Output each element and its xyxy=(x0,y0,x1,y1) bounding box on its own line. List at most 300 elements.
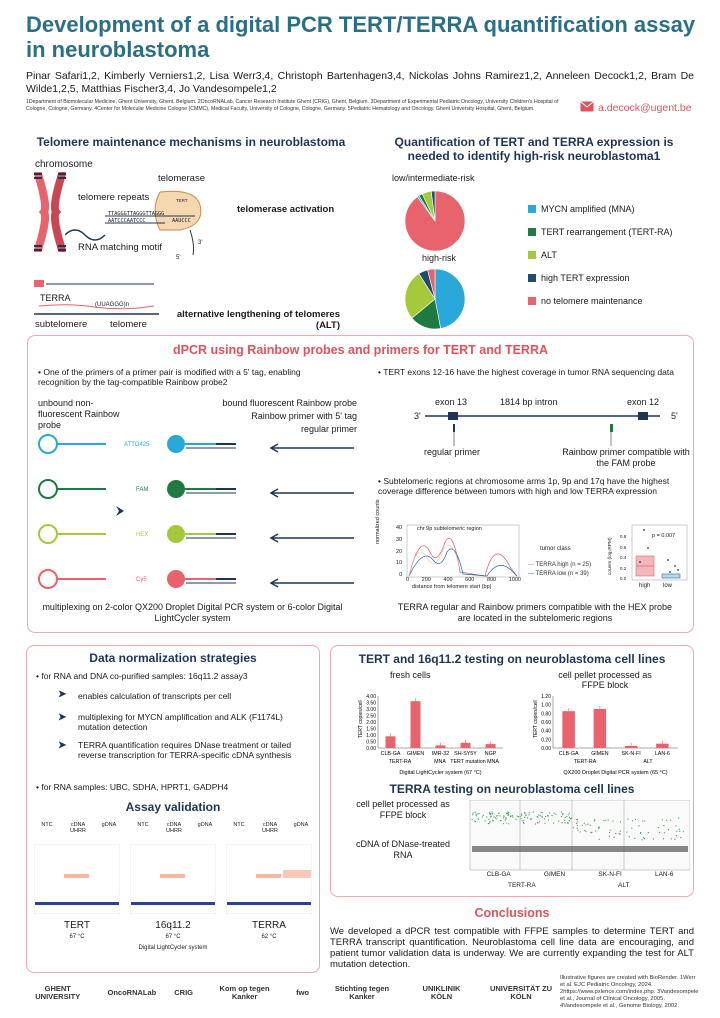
ffpe-label: cell pellet processed as FFPE block xyxy=(558,670,652,690)
droplet xyxy=(577,825,578,826)
droplet xyxy=(506,813,507,814)
rainbow-probe-diagram xyxy=(36,430,361,590)
validation-headers xyxy=(34,822,122,838)
droplet xyxy=(533,811,534,812)
assay-name: TERT xyxy=(64,920,90,931)
droplet xyxy=(508,823,509,824)
droplet xyxy=(477,813,478,814)
bar-group-label: MNA xyxy=(434,759,446,765)
droplet xyxy=(520,818,521,819)
droplet xyxy=(539,821,540,822)
droplet xyxy=(662,819,663,820)
droplet xyxy=(492,813,493,814)
positive-band xyxy=(256,874,281,878)
droplet xyxy=(638,825,639,826)
droplet xyxy=(558,821,559,822)
prime5-exon: 5' xyxy=(671,411,678,421)
validation-well-label: cDNA UHRR xyxy=(70,822,86,834)
droplet xyxy=(493,816,494,817)
validation-well-label: gDNA xyxy=(101,822,117,828)
xtick: 0 xyxy=(406,577,410,583)
exon13-label: exon 13 xyxy=(435,397,468,407)
bar-ytick: 1.20 xyxy=(541,694,551,700)
droplet xyxy=(518,816,519,817)
bar-ytick: 0.50 xyxy=(366,739,376,746)
sponsor-logo: Stichting tegen Kanker xyxy=(334,984,390,1001)
droplet xyxy=(524,817,525,818)
coverage-xticks xyxy=(406,577,521,583)
droplet xyxy=(526,814,527,815)
box-ytick: 0.6 xyxy=(620,544,627,550)
droplet xyxy=(571,818,572,819)
droplet xyxy=(619,833,620,834)
high-risk-label: high-risk xyxy=(422,253,457,263)
cell-line-label: CLB-GA xyxy=(486,871,511,878)
norm-bullet-2: • for RNA samples: UBC, SDHA, HPRT1, GADPH4 xyxy=(36,782,229,792)
droplet xyxy=(527,817,528,818)
chevron-icon: ➤ xyxy=(58,689,67,700)
droplet xyxy=(587,824,588,825)
unbound-label: unbound non-fluorescent Rainbow probe xyxy=(38,398,120,430)
norm-title: Data normalization strategies xyxy=(89,651,257,665)
low-risk-pie xyxy=(395,187,475,255)
droplet xyxy=(627,819,628,820)
droplet xyxy=(510,816,511,817)
droplet xyxy=(679,831,680,832)
droplet xyxy=(489,821,490,822)
droplet xyxy=(626,831,627,832)
bound-probe-icon xyxy=(167,435,185,453)
droplet xyxy=(566,816,567,817)
validation-well-label: NTC xyxy=(137,822,149,828)
terra-group-tert: TERT-RA xyxy=(508,882,536,889)
legend-item xyxy=(528,249,698,261)
bar-xlabel: CLB-GA xyxy=(380,751,401,757)
droplet xyxy=(591,832,592,833)
arrow-icon xyxy=(116,506,124,516)
mail-icon xyxy=(580,101,594,112)
terra-high-text: TERRA high (n = 25) xyxy=(535,562,592,568)
contact-email[interactable]: a.decock@ugent.be xyxy=(598,102,692,114)
fresh-label: fresh cells xyxy=(390,670,431,680)
droplet xyxy=(496,815,497,816)
legend-label: ALT xyxy=(541,250,557,260)
positive-band xyxy=(283,870,311,878)
legend-swatch xyxy=(528,205,536,213)
droplet xyxy=(472,814,473,815)
sponsor-logo: UNIVERSITÄT ZU KÖLN xyxy=(489,984,553,1001)
telomere-label: telomere xyxy=(110,319,147,330)
bar-group-label: MNA xyxy=(487,759,499,765)
droplet xyxy=(530,818,531,819)
droplet xyxy=(499,815,500,816)
bar-ytick: 0.60 xyxy=(541,720,551,726)
rainbow-fam-label: Rainbow primer compatible with the FAM probe xyxy=(562,447,690,468)
droplet xyxy=(670,820,671,821)
bar xyxy=(594,709,607,748)
negative-band xyxy=(227,902,311,905)
droplet xyxy=(512,815,513,816)
bar-xlabel: NGP xyxy=(484,751,497,757)
terra-cell-title: TERRA testing on neuroblastoma cell lines xyxy=(389,782,635,796)
dye-label: HEX xyxy=(136,532,149,538)
chromosome-label: chromosome xyxy=(35,159,93,170)
poster-title: Development of a digital PCR TERT/TERRA quantification assay in neuroblastoma xyxy=(26,12,696,62)
negative-droplet-band xyxy=(472,846,688,852)
norm-sub-2: multiplexing for MYCN amplification and ALK (F1174L) mutation detection xyxy=(78,712,283,732)
box-yticks xyxy=(620,534,626,581)
droplet xyxy=(598,839,599,840)
box-ytick: 0.2 xyxy=(620,565,627,571)
droplet xyxy=(548,819,549,820)
droplet xyxy=(584,823,585,824)
droplet xyxy=(644,838,645,839)
chevron-icon: ➤ xyxy=(58,712,67,723)
droplet xyxy=(658,827,659,828)
legend-item xyxy=(528,226,698,238)
validation-headers xyxy=(130,822,218,838)
droplet xyxy=(573,827,574,828)
dpcr-title: dPCR using Rainbow probes and primers for TERT and TERRA xyxy=(172,343,549,357)
droplet xyxy=(576,819,577,820)
droplet xyxy=(640,833,641,834)
bar xyxy=(656,744,669,748)
fresh-bar-chart xyxy=(340,688,510,780)
norm-bullet-1-text: for RNA and DNA co-purified samples: 16q11.2 assay3 xyxy=(41,671,248,681)
bar-group-label: TERT-RA xyxy=(573,759,597,765)
droplet xyxy=(474,820,475,821)
droplet xyxy=(565,817,566,818)
droplet xyxy=(491,816,492,817)
box-ylabel: counts (log₂RPM) xyxy=(608,537,613,575)
validation-well-label: gDNA xyxy=(197,822,213,828)
prime3-exon: 3' xyxy=(414,411,421,421)
bar-ytick: 2.50 xyxy=(366,713,376,720)
affiliations: 1Department of Biomolecular Medicine, Ghent University, Ghent, Belgium. 2OncoRNALab, Cancer Research Institute Ghent (CRIG), Ghent, Belgium. 3Department of Experimental Pediatric Oncology, University Children's Hospital of Cologne, Cologne, Germany. 4Center for Molecular Medicine Cologne (CMMC), Medical Faculty, University of Cologne, Cologne, Germany. 5Pediatric Hematology and Oncology, Ghent University Hospital, Ghent, Belgium. xyxy=(26,99,559,112)
bar-ytick: 0.00 xyxy=(366,746,376,752)
droplet xyxy=(683,831,684,832)
xtick: 800 xyxy=(486,577,497,583)
droplet xyxy=(541,812,542,813)
assay-name: TERRA xyxy=(252,920,286,931)
droplet xyxy=(542,812,543,813)
droplet xyxy=(613,837,614,838)
logo-bar xyxy=(26,985,556,1001)
terra-cdna-label: cDNA of DNase-treated RNA xyxy=(355,839,451,860)
bar-xlabel: LAN-6 xyxy=(654,751,670,757)
bar xyxy=(436,745,446,748)
droplet xyxy=(497,815,498,816)
terra-line-labels xyxy=(470,871,690,878)
prime5-label: 5' xyxy=(176,255,181,261)
unbound-probe-icon xyxy=(39,435,57,453)
droplet xyxy=(678,818,679,819)
ytick: 0 xyxy=(399,572,403,578)
bound-probe-icon xyxy=(167,525,185,543)
droplet xyxy=(608,819,609,820)
ytick: 20 xyxy=(396,548,403,555)
sponsor-logo: Kom op tegen Kanker xyxy=(219,984,270,1001)
negative-band xyxy=(35,902,119,905)
unbound-probe-icon xyxy=(39,480,57,498)
assay-temp: 62 °C xyxy=(261,934,277,940)
droplet xyxy=(488,823,489,824)
tumor-class-label: tumor class xyxy=(540,546,571,552)
droplet xyxy=(474,812,475,813)
droplet xyxy=(666,820,667,821)
droplet xyxy=(653,838,654,839)
validation-well-label: NTC xyxy=(233,822,245,828)
cell-line-label: SK-N-FI xyxy=(598,871,622,878)
droplet xyxy=(562,813,563,814)
validation-headers xyxy=(226,822,314,838)
droplet xyxy=(595,830,596,831)
regular-primer-label: regular primer xyxy=(300,424,357,434)
coverage-xlabel: distance from telomere start (bp) xyxy=(412,584,492,590)
droplet xyxy=(564,820,565,821)
droplet xyxy=(472,819,473,820)
droplet xyxy=(663,838,664,839)
pie-slice xyxy=(435,269,465,328)
seq-top: TTAGGGTTAGGGTTAGGG xyxy=(108,211,165,217)
bar-ytick: 3.50 xyxy=(366,700,376,707)
droplet xyxy=(531,818,532,819)
box-x-low: low xyxy=(663,583,673,589)
validation-droplet-plot xyxy=(34,844,120,914)
dpcr-bullet-3: • Subtelomeric regions at chromosome arms 1p, 9p and 17q have the highest coverage difference between tumors with high and low TERRA expression xyxy=(378,476,670,496)
droplet xyxy=(521,814,522,815)
dpcr-bullet-1: • One of the primers of a primer pair is modified with a 5' tag, enabling recognition by the tag-compatible Rainbow probe2 xyxy=(38,367,301,387)
droplet xyxy=(484,820,485,821)
negative-band xyxy=(131,902,215,905)
droplet xyxy=(486,816,487,817)
droplet xyxy=(659,832,660,833)
norm-bullet-2-text: for RNA samples: UBC, SDHA, HPRT1, GADPH4 xyxy=(41,782,229,792)
terra-droplet-plot xyxy=(462,800,690,872)
dpcr-bullet-3-text: Subtelomeric regions at chromosome arms 1p, 9p and 17q have the highest coverage difference between tumors with high and low TERRA expression xyxy=(378,476,670,496)
bar-ytick: 0.20 xyxy=(541,737,551,744)
droplet xyxy=(671,838,672,839)
droplet xyxy=(603,820,604,821)
bar-ytick: 4.00 xyxy=(366,694,376,700)
ffpe-bar-chart xyxy=(515,688,695,780)
bar-ytick: 2.00 xyxy=(366,720,376,726)
bound-probe-icon xyxy=(167,570,185,588)
bar-ytick: 1.00 xyxy=(366,733,376,739)
droplet xyxy=(528,814,529,815)
bar xyxy=(625,746,638,748)
droplet xyxy=(643,837,644,838)
bar-group-label: TERT-RA xyxy=(388,759,412,765)
droplet xyxy=(680,837,681,838)
droplet xyxy=(478,818,479,819)
bar-system-label: QX200 Droplet Digital PCR system (65 °C) xyxy=(563,770,668,776)
droplet xyxy=(562,814,563,815)
droplet xyxy=(555,814,556,815)
bar-ylabel: TERT copies/cell xyxy=(358,700,364,738)
droplet xyxy=(561,816,562,817)
droplet xyxy=(521,815,522,816)
droplet xyxy=(529,812,530,813)
droplet xyxy=(545,816,546,817)
references: Illustrative figures are created with BioRender. 1Werr et al. EJC Pediatric Oncology, 2024. 2https://www.pxlence.com/index.php. 3Vandesompele et al., Journal of Clinical Oncology, 2005. 4Vandesompele et al., Genome Biology, 2002. xyxy=(560,975,699,1009)
droplet xyxy=(629,836,630,837)
droplet xyxy=(505,817,506,818)
bar-ylabel: TERT copies/cell xyxy=(533,700,539,738)
seq-motif: AAUCCC xyxy=(172,218,191,224)
bar xyxy=(562,711,575,748)
sponsor-logo: fwo xyxy=(296,988,309,997)
droplet xyxy=(540,815,541,816)
terra-label: TERRA xyxy=(40,293,71,303)
droplet xyxy=(585,831,586,832)
droplet xyxy=(512,816,513,817)
bar xyxy=(461,743,471,748)
low-risk-label: low/intermediate-risk xyxy=(392,173,475,183)
droplet xyxy=(493,820,494,821)
bar-group-label: ALT xyxy=(643,759,653,765)
box-ytick: 0.8 xyxy=(620,534,627,539)
droplet xyxy=(500,820,501,821)
seq-bottom: AATCCCAATCCC xyxy=(108,218,146,224)
terra-ffpe-label: cell pellet processed as FFPE block xyxy=(356,799,450,820)
droplet xyxy=(615,833,616,834)
bar-ytick: 0.00 xyxy=(541,746,551,752)
bar-xlabel: GIMEN xyxy=(406,751,425,757)
droplet xyxy=(537,816,538,817)
dye-label: ATTO425 xyxy=(124,442,150,448)
intron-label: 1814 bp intron xyxy=(500,397,558,407)
legend-item xyxy=(528,295,698,307)
bar-ytick: 0.40 xyxy=(541,728,551,735)
droplet xyxy=(476,815,477,816)
bar-ytick: 0.80 xyxy=(541,711,551,718)
legend-swatch xyxy=(528,251,536,259)
box-x-high: high xyxy=(639,583,651,589)
bar-xlabel: CLB-GA xyxy=(558,751,579,757)
terra-group-alt: ALT xyxy=(618,882,630,889)
subtelomere-label: subtelomere xyxy=(35,319,88,330)
chromosome-icon xyxy=(30,172,70,252)
bound-label: bound fluorescent Rainbow probe xyxy=(222,398,357,408)
droplet xyxy=(569,820,570,821)
telomerase-activation-label: telomerase activation xyxy=(237,204,335,215)
droplet xyxy=(641,839,642,840)
droplet xyxy=(547,815,548,816)
droplet xyxy=(537,822,538,823)
droplet xyxy=(475,814,476,815)
pvalue-label: p = 0.007 xyxy=(652,533,676,539)
validation-well-label: cDNA UHRR xyxy=(166,822,182,834)
droplet xyxy=(488,819,489,820)
droplet xyxy=(674,839,675,840)
droplet xyxy=(598,828,599,829)
author-list: Pinar Safari1,2, Kimberly Verniers1,2, Lisa Werr3,4, Christoph Bartenhagen3,4, Nickolas Johns Ramirez1,2, Anneleen Decock1,2, Bram De Wilde1,2,5, Matthias Fischer3,4, Jo Vandesompele1,2 xyxy=(26,70,694,95)
sponsor-logo: OncoRNALab xyxy=(107,988,157,997)
droplet xyxy=(632,820,633,821)
droplet xyxy=(503,817,504,818)
droplet xyxy=(538,814,539,815)
droplet xyxy=(568,814,569,815)
validation-droplet-plot xyxy=(130,844,216,914)
droplet xyxy=(520,816,521,817)
droplet xyxy=(564,822,565,823)
validation-well-label: NTC xyxy=(41,822,53,828)
bar xyxy=(411,701,421,748)
droplet xyxy=(582,825,583,826)
validation-well-label: gDNA xyxy=(293,822,309,828)
rna-motif-label: RNA matching motif xyxy=(78,242,162,253)
bar-group-label: TERT mutation xyxy=(450,759,486,765)
legend-label: MYCN amplified (MNA) xyxy=(541,204,635,214)
droplet xyxy=(541,816,542,817)
positive-band xyxy=(160,874,185,878)
telomere-section-title: Telomere maintenance mechanisms in neuroblastoma xyxy=(36,135,346,149)
bar xyxy=(386,736,396,748)
pie-legend xyxy=(528,203,698,318)
ytick: 10 xyxy=(396,560,403,567)
droplet xyxy=(644,820,645,821)
droplet xyxy=(544,818,545,819)
droplet xyxy=(561,812,562,813)
droplet xyxy=(635,819,636,820)
xtick: 1000 xyxy=(508,577,521,583)
droplet xyxy=(567,822,568,823)
droplet xyxy=(577,827,578,828)
coverage-ylabel: normalized counts xyxy=(375,499,381,544)
legend-label: TERT rearrangement (TERT-RA) xyxy=(541,227,673,237)
droplet xyxy=(505,820,506,821)
droplet xyxy=(523,820,524,821)
validation-system: Digital LightCycler system xyxy=(138,945,208,951)
cell-title: TERT and 16q11.2 testing on neuroblastoma cell lines xyxy=(358,652,666,666)
box-ytick: 0.0 xyxy=(620,576,627,581)
coverage-yticks xyxy=(396,525,402,578)
droplet xyxy=(584,830,585,831)
droplet xyxy=(569,817,570,818)
droplet xyxy=(554,812,555,813)
droplet xyxy=(478,813,479,814)
legend-swatch xyxy=(528,228,536,236)
droplet xyxy=(504,816,505,817)
sponsor-logo: GHENT UNIVERSITY xyxy=(35,984,81,1001)
validation-well-label: cDNA UHRR xyxy=(262,822,278,834)
alt-label: alternative lengthening of telomeres (ALT) xyxy=(176,309,340,331)
droplet xyxy=(482,816,483,817)
droplet xyxy=(508,814,509,815)
droplet xyxy=(648,832,649,833)
terra-low-text: TERRA low (n = 39) xyxy=(535,571,589,577)
high-risk-pie xyxy=(395,265,475,333)
bar-ytick: 1.50 xyxy=(366,726,376,733)
legend-swatch xyxy=(528,274,536,282)
droplet xyxy=(473,813,474,814)
bar xyxy=(486,744,496,748)
bar-ytick: 3.00 xyxy=(366,707,376,713)
droplet xyxy=(594,820,595,821)
droplet xyxy=(495,817,496,818)
quant-section-title: Quantification of TERT and TERRA expression is needed to identify high-risk neuroblastoma1 xyxy=(394,135,674,163)
droplet xyxy=(521,820,522,821)
exon12-label: exon 12 xyxy=(627,397,660,407)
droplet xyxy=(620,830,621,831)
ytick: 40 xyxy=(396,525,403,531)
multiplex-caption: multiplexing on 2-color QX200 Droplet Digital PCR system or 6-color Digital LightCycler system xyxy=(42,602,343,623)
droplet xyxy=(535,823,536,824)
droplet xyxy=(609,836,610,837)
xtick: 200 xyxy=(421,577,431,583)
telomere-repeats-label: telomere repeats xyxy=(78,192,150,203)
